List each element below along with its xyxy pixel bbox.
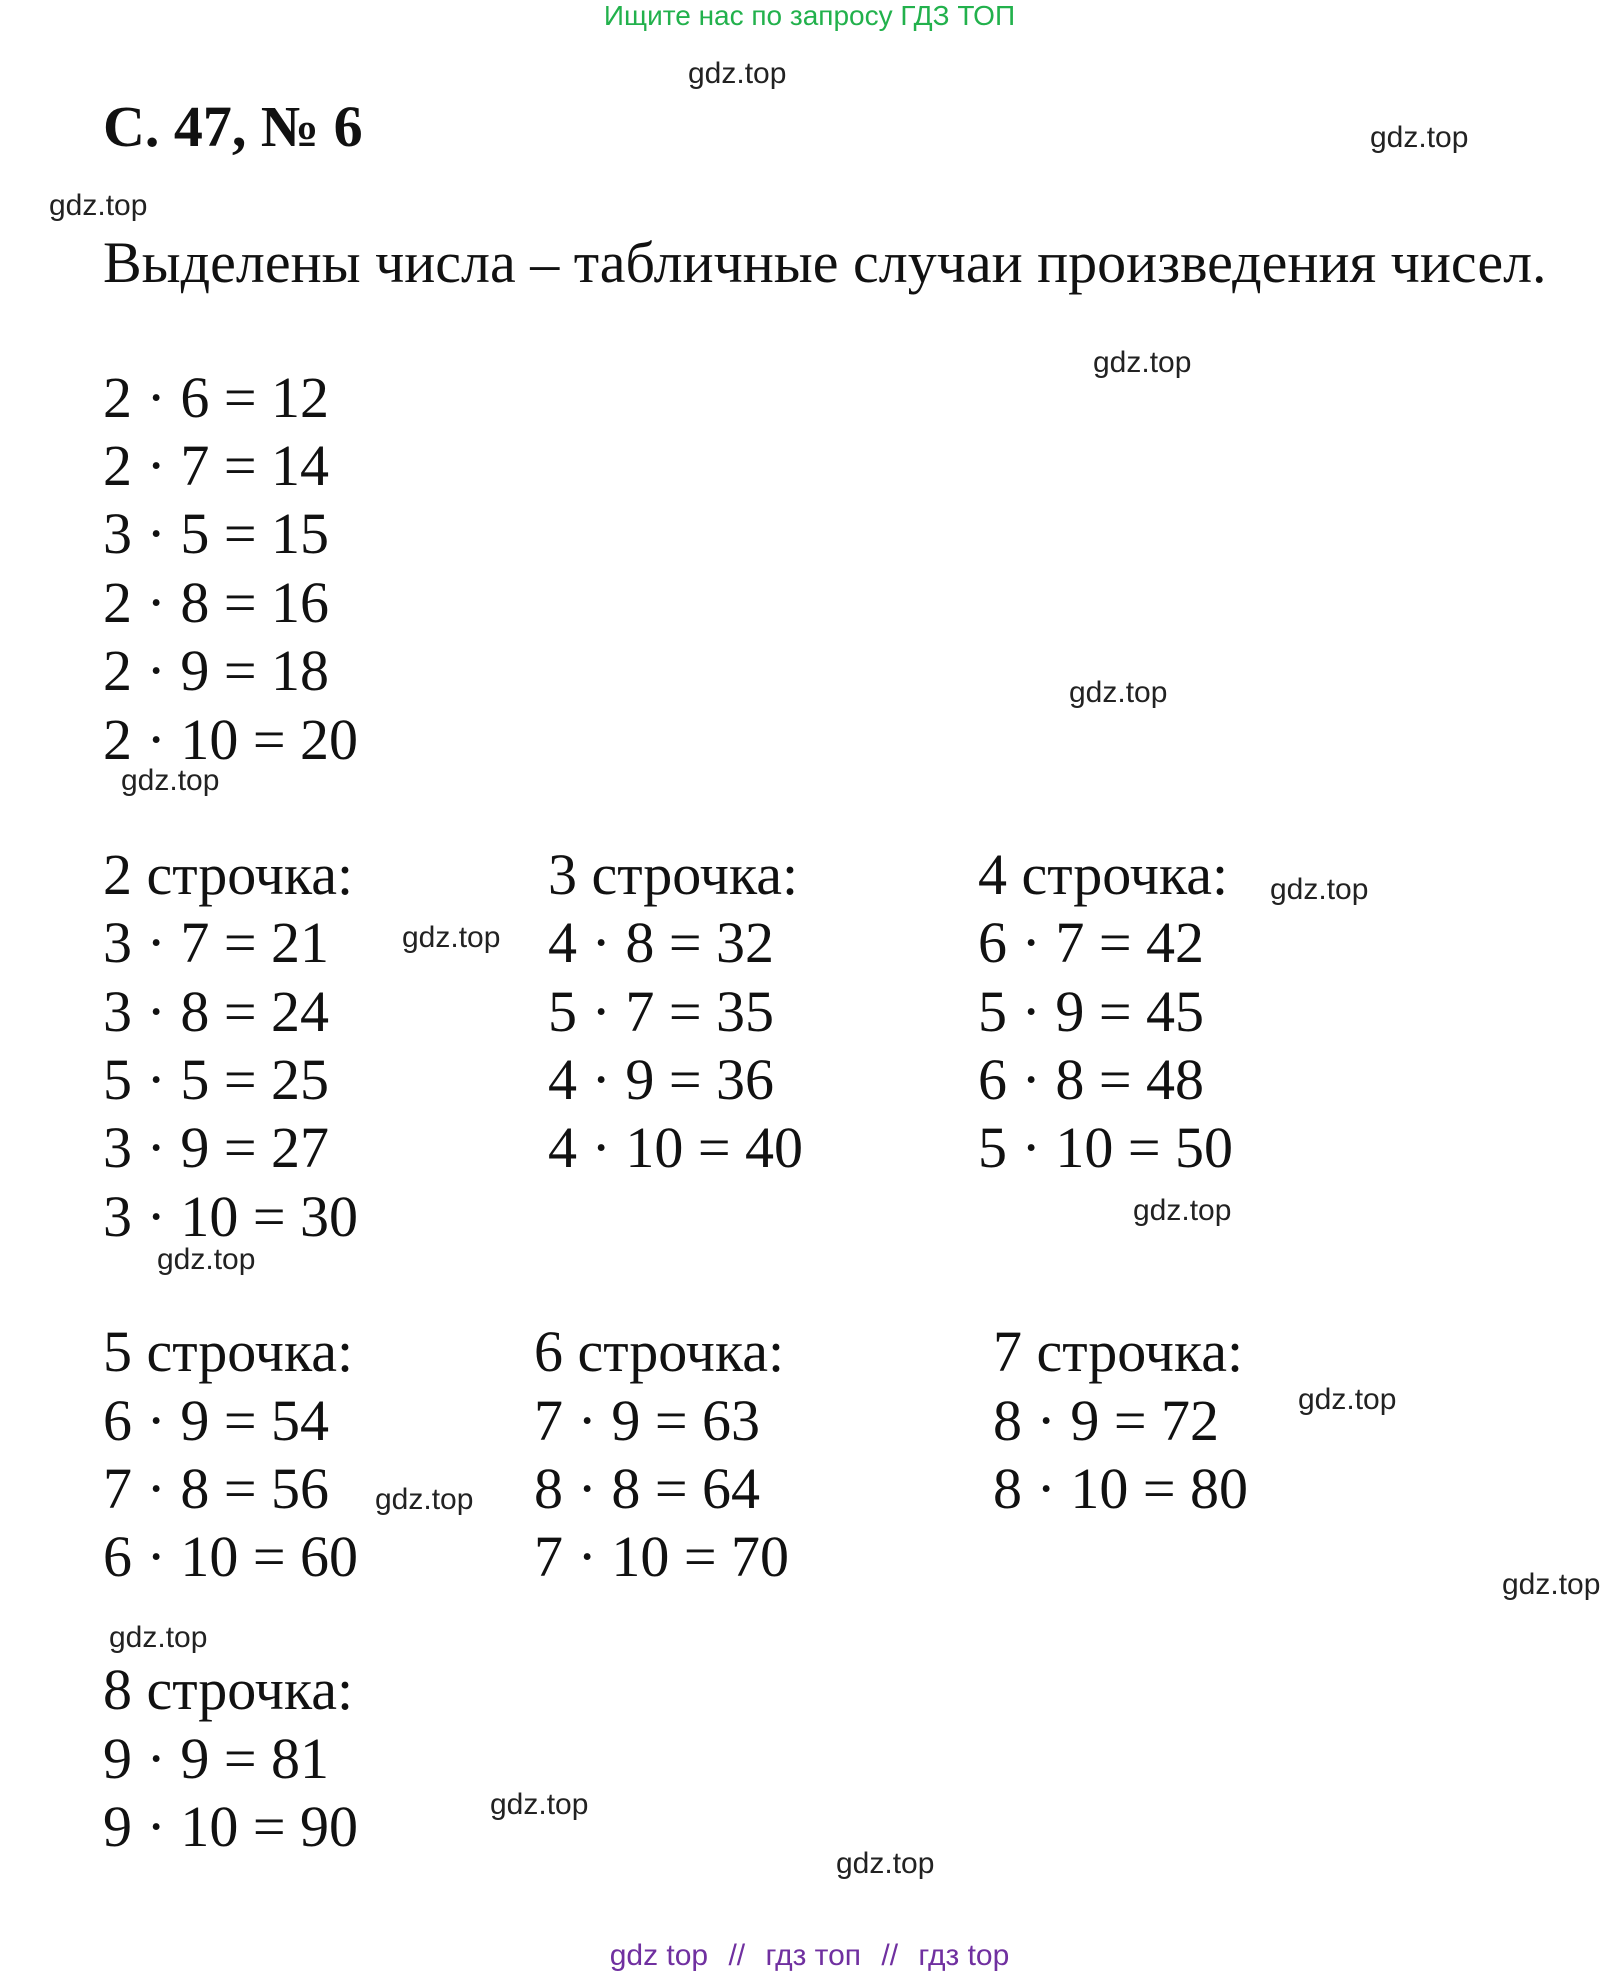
footer-link-gdz-top[interactable]: gdz top xyxy=(609,1939,709,1972)
equation: 3 · 7 = 21 xyxy=(103,910,330,975)
watermark: gdz.top xyxy=(109,1621,208,1654)
equation: 3 · 9 = 27 xyxy=(103,1115,330,1180)
watermark: gdz.top xyxy=(836,1847,935,1880)
equation: 4 · 10 = 40 xyxy=(548,1115,804,1180)
equation: 5 · 9 = 45 xyxy=(978,979,1205,1044)
footer-link-gdz-top-cyrillic[interactable]: гдз топ xyxy=(765,1939,862,1972)
watermark: gdz.top xyxy=(375,1483,474,1516)
equation: 7 · 10 = 70 xyxy=(534,1524,790,1589)
equation: 8 · 8 = 64 xyxy=(534,1456,761,1521)
equation: 6 · 9 = 54 xyxy=(103,1388,330,1453)
watermark: gdz.top xyxy=(490,1788,589,1821)
group-heading: 8 строчка: xyxy=(103,1657,354,1722)
footer-separator: // xyxy=(881,1939,899,1972)
watermark: gdz.top xyxy=(1093,346,1192,379)
equation: 5 · 5 = 25 xyxy=(103,1047,330,1112)
equation: 8 · 10 = 80 xyxy=(993,1456,1249,1521)
group-heading: 2 строчка: xyxy=(103,842,354,907)
watermark: gdz.top xyxy=(1298,1383,1397,1416)
footer-link-gdz-top-mixed[interactable]: гдз top xyxy=(918,1939,1010,1972)
watermark: gdz.top xyxy=(1069,676,1168,709)
equation: 2 · 8 = 16 xyxy=(103,570,330,635)
watermark: gdz.top xyxy=(1270,873,1369,906)
equation: 5 · 7 = 35 xyxy=(548,979,775,1044)
group-heading: 3 строчка: xyxy=(548,842,799,907)
footer-separator: // xyxy=(728,1939,746,1972)
watermark: gdz.top xyxy=(121,764,220,797)
intro-text: Выделены числа – табличные случаи произведения чисел. xyxy=(103,230,1547,295)
equation: 2 · 10 = 20 xyxy=(103,707,359,772)
watermark: gdz.top xyxy=(688,57,787,90)
equation: 2 · 9 = 18 xyxy=(103,638,330,703)
equation: 6 · 10 = 60 xyxy=(103,1524,359,1589)
equation: 3 · 5 = 15 xyxy=(103,501,330,566)
equation: 7 · 8 = 56 xyxy=(103,1456,330,1521)
watermark: gdz.top xyxy=(49,189,148,222)
equation: 6 · 8 = 48 xyxy=(978,1047,1205,1112)
group-heading: 7 строчка: xyxy=(993,1319,1244,1384)
footer-links xyxy=(0,1939,1619,1973)
equation: 4 · 9 = 36 xyxy=(548,1047,775,1112)
equation: 2 · 6 = 12 xyxy=(103,365,330,430)
group-heading: 4 строчка: xyxy=(978,842,1229,907)
equation: 9 · 10 = 90 xyxy=(103,1794,359,1859)
equation: 7 · 9 = 63 xyxy=(534,1388,761,1453)
equation: 2 · 7 = 14 xyxy=(103,433,330,498)
watermark: gdz.top xyxy=(1502,1568,1601,1601)
watermark: gdz.top xyxy=(402,921,501,954)
search-banner: Ищите нас по запросу ГДЗ ТОП xyxy=(603,0,1016,31)
watermark: gdz.top xyxy=(1133,1194,1232,1227)
equation: 6 · 7 = 42 xyxy=(978,910,1205,975)
equation: 5 · 10 = 50 xyxy=(978,1115,1234,1180)
group-heading: 6 строчка: xyxy=(534,1319,785,1384)
group-heading: 5 строчка: xyxy=(103,1319,354,1384)
page-title: С. 47, № 6 xyxy=(103,94,363,159)
watermark: gdz.top xyxy=(157,1243,256,1276)
equation: 3 · 8 = 24 xyxy=(103,979,330,1044)
equation: 9 · 9 = 81 xyxy=(103,1726,330,1791)
equation: 8 · 9 = 72 xyxy=(993,1388,1220,1453)
watermark: gdz.top xyxy=(1370,121,1469,154)
equation: 4 · 8 = 32 xyxy=(548,910,775,975)
equation: 3 · 10 = 30 xyxy=(103,1184,359,1249)
